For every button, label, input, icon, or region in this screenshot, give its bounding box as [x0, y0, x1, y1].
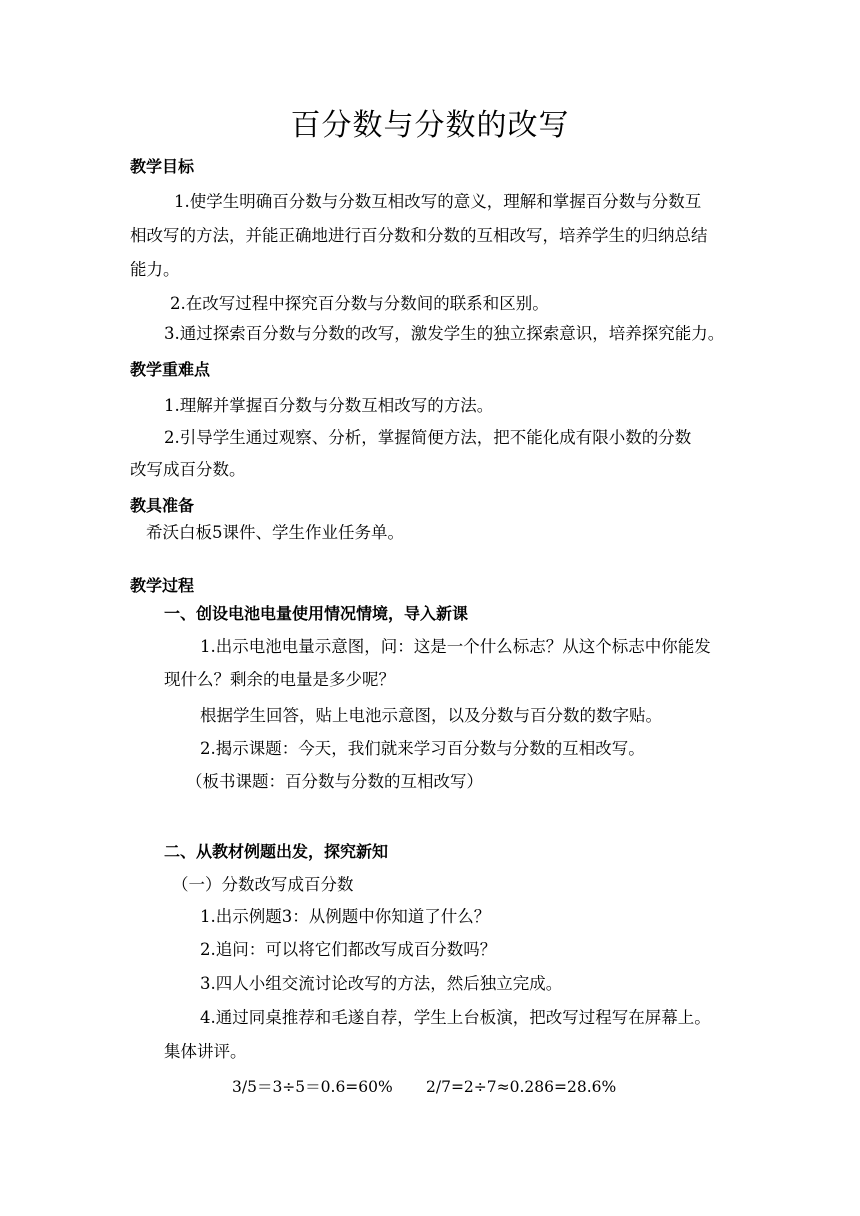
- key-points-item2-line2: 改写成百分数。: [130, 460, 246, 479]
- part2-item4-line2: 集体讲评。: [164, 1042, 247, 1061]
- part2-item1: 1.出示例题3：从例题中你知道了什么？: [200, 907, 491, 926]
- key-points-heading: 教学重难点: [130, 360, 211, 379]
- goals-item3: 3.通过探索百分数与分数的改写，激发学生的独立探索意识，培养探究能力。: [164, 324, 725, 343]
- part2-item4-line1: 4.通过同桌推荐和毛遂自荐，学生上台板演，把改写过程写在屏幕上。: [200, 1008, 711, 1027]
- materials-heading: 教具准备: [130, 496, 195, 515]
- goals-heading: 教学目标: [130, 157, 195, 176]
- goals-item1-line3: 能力。: [130, 260, 180, 279]
- document-title: 百分数与分数的改写: [290, 108, 570, 143]
- key-points-item1: 1.理解并掌握百分数与分数互相改写的方法。: [164, 396, 494, 415]
- part2-sub1: （一）分数改写成百分数: [172, 875, 354, 894]
- part1-note: 根据学生回答，贴上电池示意图，以及分数与百分数的数字贴。: [200, 706, 662, 725]
- part1-heading: 一、创设电池电量使用情况情境，导入新课: [164, 604, 469, 623]
- part2-item3: 3.四人小组交流讨论改写的方法，然后独立完成。: [200, 974, 563, 993]
- formula-two-sevenths: 2/7=2÷7≈0.286=28.6%: [426, 1078, 617, 1096]
- part2-item2: 2.追问：可以将它们都改写成百分数吗？: [200, 940, 497, 959]
- key-points-item2-line1: 2.引导学生通过观察、分析，掌握简便方法，把不能化成有限小数的分数: [164, 428, 692, 447]
- process-heading: 教学过程: [130, 576, 195, 595]
- part2-heading: 二、从教材例题出发，探究新知: [164, 842, 389, 861]
- formula-three-fifths: 3/5＝3÷5＝0.6=60%: [232, 1078, 393, 1096]
- materials-text: 希沃白板5课件、学生作业任务单。: [146, 523, 404, 542]
- goals-item1-line1: 1.使学生明确百分数与分数互相改写的意义，理解和掌握百分数与分数互: [174, 192, 702, 211]
- goals-item2: 2.在改写过程中探究百分数与分数间的联系和区别。: [170, 294, 549, 313]
- part1-board: （板书课题：百分数与分数的互相改写）: [186, 772, 483, 791]
- goals-item1-line2: 相改写的方法，并能正确地进行百分数和分数的互相改写，培养学生的归纳总结: [130, 226, 708, 245]
- part1-item1-line1: 1.出示电池电量示意图，问：这是一个什么标志？从这个标志中你能发: [200, 637, 711, 656]
- part1-item2: 2.揭示课题：今天，我们就来学习百分数与分数的互相改写。: [200, 739, 645, 758]
- part1-item1-line2: 现什么？剩余的电量是多少呢？: [164, 670, 395, 689]
